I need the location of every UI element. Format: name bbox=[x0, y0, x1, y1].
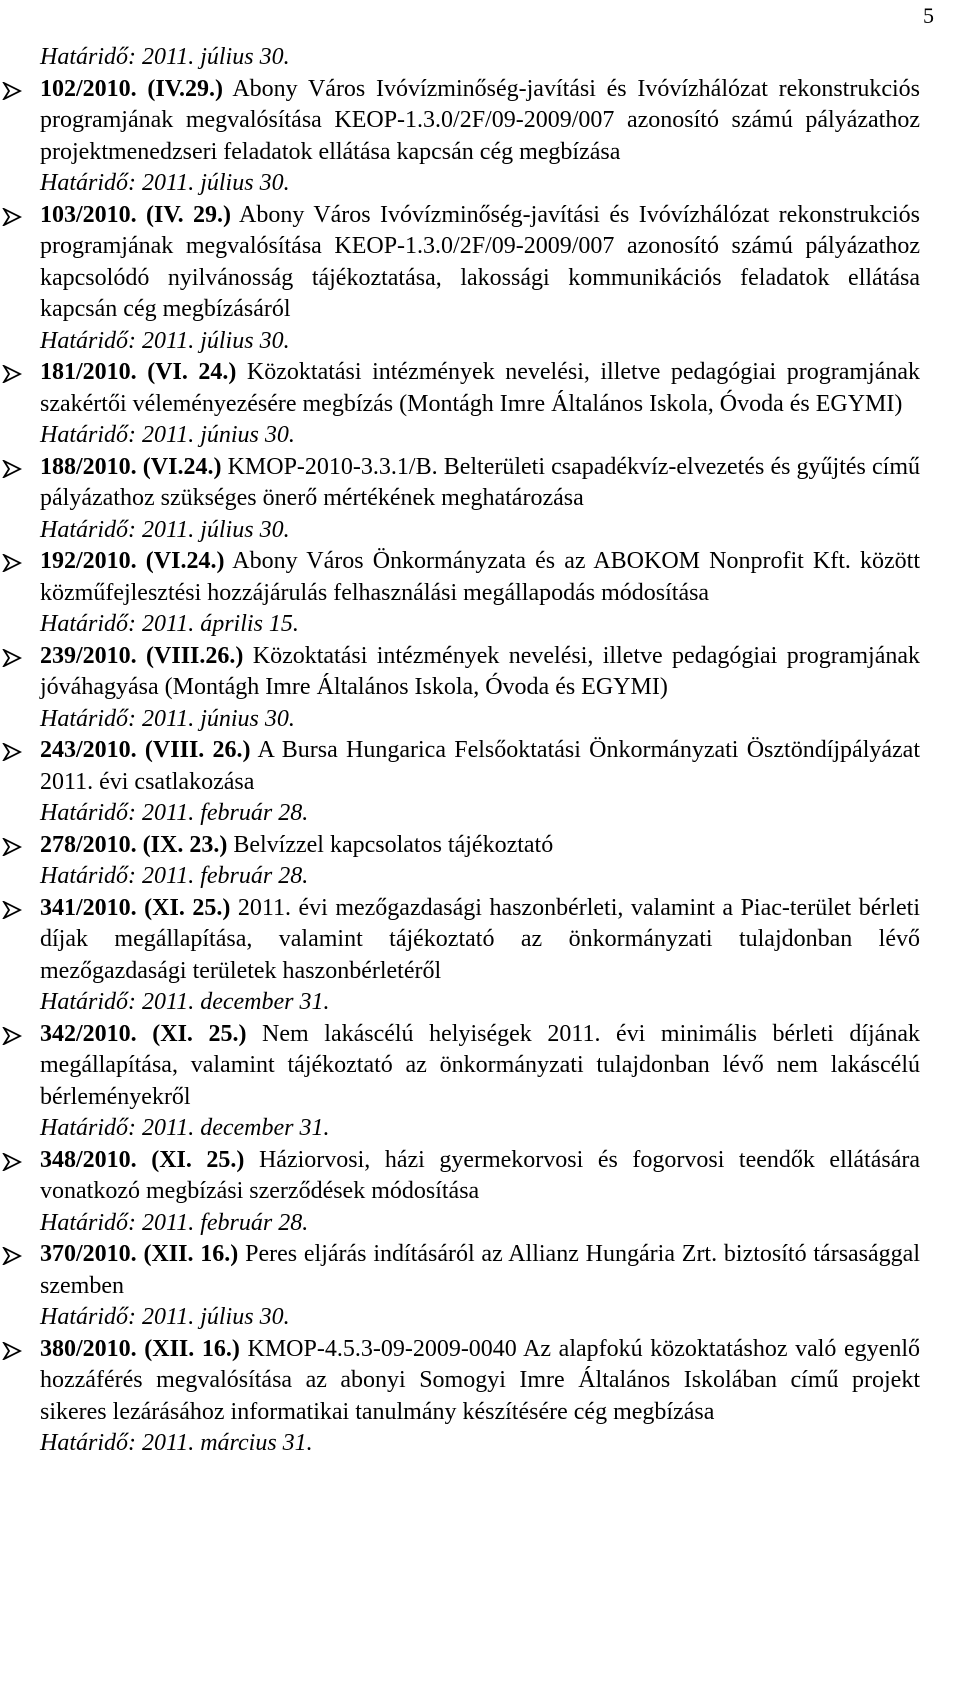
document-body bbox=[40, 42, 920, 1460]
resolution-deadline: Határidő: 2011. február 28. bbox=[40, 800, 309, 826]
arrow-bullet-icon bbox=[2, 830, 22, 856]
resolution-text bbox=[40, 1239, 920, 1302]
resolution-number: 380/2010. (XII. 16.) bbox=[40, 1335, 240, 1362]
arrow-bullet-icon bbox=[2, 893, 22, 919]
resolution-title: A Bursa Hungarica Felsőoktatási Önkormányzati Ösztöndíjpályázat 2011. évi csatlakozása bbox=[40, 737, 920, 795]
resolution-title: Peres eljárás indításáról az Allianz Hungária Zrt. biztosító társasággal szemben bbox=[40, 1241, 920, 1299]
resolution-item bbox=[40, 200, 920, 358]
arrow-bullet-icon bbox=[2, 1334, 22, 1360]
resolution-title: KMOP-2010-3.3.1/B. Belterületi csapadékvíz-elvezetés és gyűjtés című pályázathoz szükséges önerő mértékének meghatározása bbox=[40, 453, 920, 511]
resolution-item bbox=[40, 1145, 920, 1240]
arrow-bullet-icon bbox=[2, 735, 22, 761]
resolution-number: 181/2010. (VI. 24.) bbox=[40, 359, 237, 385]
resolution-number: 370/2010. (XII. 16.) bbox=[40, 1241, 239, 1267]
resolution-item bbox=[40, 1019, 920, 1145]
arrow-bullet-icon bbox=[2, 1145, 22, 1171]
resolution-deadline: Határidő: 2011. február 28. bbox=[40, 1209, 309, 1236]
resolution-number: 103/2010. (IV. 29.) bbox=[40, 201, 231, 228]
arrow-bullet-icon bbox=[2, 641, 22, 667]
resolution-item bbox=[40, 357, 920, 452]
resolution-number: 239/2010. (VIII.26.) bbox=[40, 642, 244, 669]
resolution-title: Közoktatási intézmények nevelési, illetve pedagógiai programjának jóváhagyása (Montágh Imre Általános Iskola, Óvoda és EGYMI) bbox=[40, 642, 920, 700]
resolution-item bbox=[40, 546, 920, 641]
resolution-deadline: Határidő: 2011. március 31. bbox=[40, 1430, 313, 1456]
resolution-number: 341/2010. (XI. 25.) bbox=[40, 894, 231, 921]
resolution-number: 278/2010. (IX. 23.) bbox=[40, 831, 228, 858]
resolution-text bbox=[40, 641, 920, 704]
resolution-item bbox=[40, 893, 920, 1019]
resolution-deadline: Határidő: 2011. június 30. bbox=[40, 422, 295, 448]
page-number: 5 bbox=[923, 3, 934, 28]
resolution-text bbox=[40, 357, 920, 420]
resolution-item bbox=[40, 830, 920, 893]
arrow-bullet-icon bbox=[2, 1239, 22, 1265]
resolution-number: 192/2010. (VI.24.) bbox=[40, 548, 225, 574]
resolution-title: Nem lakáscélú helyiségek 2011. évi minimális bérleti díjának megállapítása, valamint tájékoztató az önkormányzati tulajdonban lévő nem lakáscélú bérleményekről bbox=[40, 1020, 920, 1110]
resolution-text bbox=[40, 1334, 920, 1429]
resolution-deadline: Határidő: 2011. december 31. bbox=[40, 989, 330, 1015]
resolution-text bbox=[40, 74, 920, 169]
resolution-item bbox=[40, 1239, 920, 1334]
first-deadline: Határidő: 2011. július 30. bbox=[40, 44, 290, 70]
arrow-bullet-icon bbox=[2, 357, 22, 383]
resolution-item bbox=[40, 735, 920, 830]
resolution-title: KMOP-4.5.3-09-2009-0040 Az alapfokú közoktatáshoz való egyenlő hozzáférés megvalósítása az abonyi Somogyi Imre Általános Iskolában című projekt sikeres lezárásához informatikai tanulmány készítésére cég megbízása bbox=[40, 1335, 921, 1425]
resolution-text bbox=[40, 546, 920, 609]
resolution-title: Abony Város Önkormányzata és az ABOKOM Nonprofit Kft. között közműfejlesztési hozzájárulás felhasználási megállapodás módosítása bbox=[40, 548, 921, 606]
resolution-title: Abony Város Ivóvízminőség-javítási és Ivóvízhálózat rekonstrukciós programjának megvalósítása KEOP-1.3.0/2F/09-2009/007 azonosító számú pályázathoz projektmenedzseri feladatok ellátása kapcsán cég megbízása bbox=[40, 75, 920, 165]
resolution-deadline: Határidő: 2011. december 31. bbox=[40, 1115, 330, 1141]
resolution-item bbox=[40, 641, 920, 736]
resolution-deadline: Határidő: 2011. július 30. bbox=[40, 516, 290, 543]
arrow-bullet-icon bbox=[2, 74, 22, 100]
resolution-item bbox=[40, 452, 920, 547]
arrow-bullet-icon bbox=[2, 452, 22, 478]
resolution-deadline: Határidő: 2011. július 30. bbox=[40, 1304, 290, 1330]
resolution-text bbox=[40, 452, 920, 515]
resolution-list bbox=[40, 74, 920, 1460]
resolution-item bbox=[40, 1334, 920, 1460]
resolution-text bbox=[40, 1019, 920, 1114]
arrow-bullet-icon bbox=[2, 200, 22, 226]
resolution-title: Közoktatási intézmények nevelési, illetve pedagógiai programjának szakértői véleményezésére megbízás (Montágh Imre Általános Iskola, Óvoda és EGYMI) bbox=[40, 359, 920, 417]
resolution-title: Háziorvosi, házi gyermekorvosi és fogorvosi teendők ellátására vonatkozó megbízási szerződések módosítása bbox=[40, 1146, 921, 1204]
resolution-deadline: Határidő: 2011. június 30. bbox=[40, 705, 295, 732]
resolution-number: 342/2010. (XI. 25.) bbox=[40, 1020, 247, 1047]
resolution-text bbox=[40, 735, 920, 798]
resolution-title: 2011. évi mezőgazdasági haszonbérleti, valamint a Piac-terület bérleti díjak megállapítása, valamint tájékoztató az önkormányzati tulajdonban lévő mezőgazdasági területek haszonbérletéről bbox=[40, 894, 920, 984]
resolution-item bbox=[40, 74, 920, 200]
resolution-text bbox=[40, 1145, 920, 1208]
resolution-number: 188/2010. (VI.24.) bbox=[40, 453, 222, 480]
arrow-bullet-icon bbox=[2, 1019, 22, 1045]
arrow-bullet-icon bbox=[2, 546, 22, 572]
resolution-deadline: Határidő: 2011. április 15. bbox=[40, 611, 299, 637]
resolution-number: 348/2010. (XI. 25.) bbox=[40, 1146, 245, 1173]
resolution-text bbox=[40, 200, 920, 326]
resolution-text bbox=[40, 830, 920, 862]
resolution-deadline: Határidő: 2011. július 30. bbox=[40, 170, 290, 196]
resolution-number: 243/2010. (VIII. 26.) bbox=[40, 737, 251, 763]
resolution-number: 102/2010. (IV.29.) bbox=[40, 75, 223, 102]
resolution-deadline: Határidő: 2011. július 30. bbox=[40, 327, 290, 354]
resolution-title: Abony Város Ivóvízminőség-javítási és Ivóvízhálózat rekonstrukciós programjának megvalósítása KEOP-1.3.0/2F/09-2009/007 azonosító számú pályázathoz kapcsolódó nyilvánosság tájékoztatása, lakossági kommunikációs feladatok ellátása kapcsán cég megbízásáról bbox=[40, 201, 920, 322]
resolution-title: Belvízzel kapcsolatos tájékoztató bbox=[233, 831, 554, 858]
resolution-deadline: Határidő: 2011. február 28. bbox=[40, 863, 309, 889]
resolution-text bbox=[40, 893, 920, 988]
